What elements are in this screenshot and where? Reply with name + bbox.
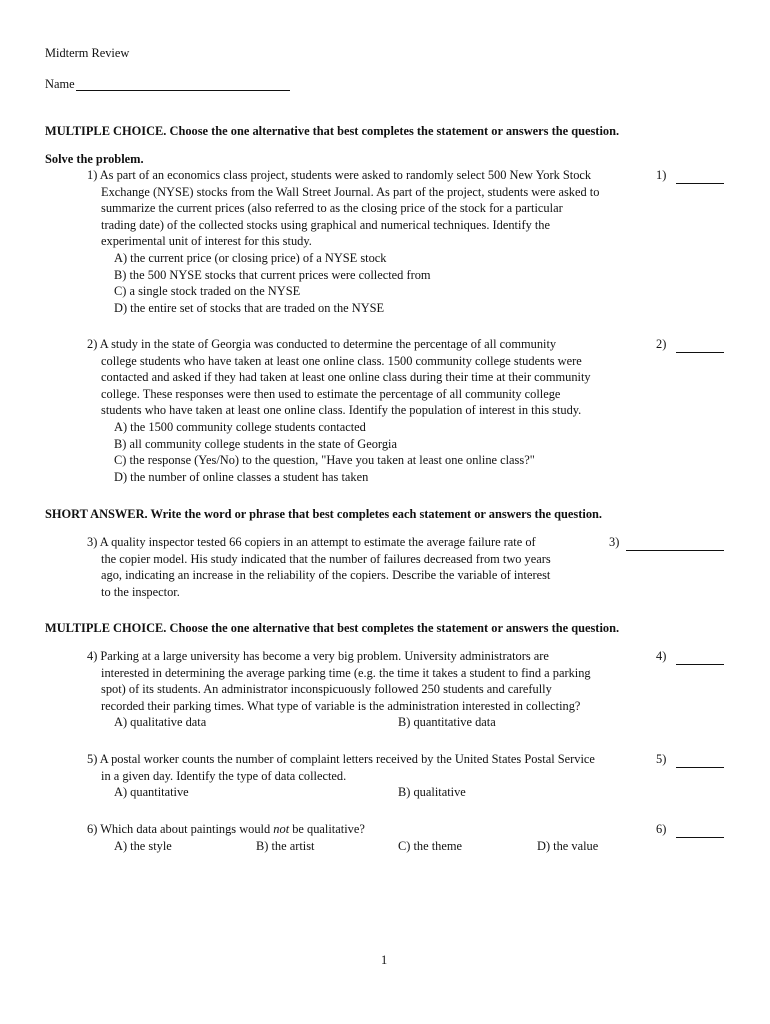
question-text-line: 3) A quality inspector tested 66 copiers in an attempt to estimate the average failure rate of [87, 535, 536, 549]
answer-choice: D) the value [537, 839, 599, 853]
question-text: be qualitative? [289, 822, 365, 836]
question-3 [87, 534, 551, 600]
document-title: Midterm Review [45, 46, 130, 60]
answer-choice: C) a single stock traded on the NYSE [114, 284, 301, 299]
question-5 [87, 751, 595, 784]
answer-choice: C) the theme [398, 839, 462, 853]
answer-choice: A) quantitative [114, 785, 189, 799]
question-text-line: ago, indicating an increase in the reliability of the copiers. Describe the variable of interest [101, 568, 551, 583]
name-field-label: Name [45, 77, 75, 91]
question-emphasis: not [273, 822, 290, 836]
question-text-line: college students who have taken at least one online class. 1500 community college students were [101, 353, 582, 368]
question-text-line: spot) of its students. An administrator inconspicuously followed 250 students and carefully [101, 682, 552, 697]
answer-number-3: 3) [609, 535, 620, 549]
question-text-line: contacted and asked if they had taken at least one online class during their time at their community [101, 370, 591, 385]
question-text-line: experimental unit of interest for this study. [101, 234, 312, 249]
answer-choice: A) the current price (or closing price) of a NYSE stock [114, 250, 387, 265]
question-text: 6) Which data about paintings would [87, 822, 274, 836]
answer-number-1: 1) [656, 168, 667, 182]
question-text-line: trading date) of the collected stocks using graphical and numerical techniques. Identify the [101, 217, 551, 232]
question-4 [87, 648, 591, 714]
question-text-line: interested in determining the average parking time (e.g. the time it takes a student to find a parking [101, 665, 591, 680]
question-text-line: summarize the current prices (also referred to as the closing price of the stock for a particular [101, 201, 563, 216]
answer-choice: D) the number of online classes a student has taken [114, 469, 369, 484]
answer-choice: A) the 1500 community college students contacted [114, 419, 366, 434]
answer-blank-6[interactable] [676, 837, 724, 838]
solve-heading: Solve the problem. [45, 152, 144, 166]
question-1 [87, 167, 599, 316]
answer-choice: A) the style [114, 839, 172, 853]
name-field-line[interactable] [76, 90, 290, 91]
question-text-line: 5) A postal worker counts the number of complaint letters received by the United States Postal Service [87, 752, 595, 766]
answer-choice: B) qualitative [398, 785, 466, 799]
answer-blank-1[interactable] [676, 183, 724, 184]
answer-number-5: 5) [656, 752, 667, 766]
answer-blank-2[interactable] [676, 352, 724, 353]
answer-number-2: 2) [656, 337, 667, 351]
answer-number-4: 4) [656, 649, 667, 663]
answer-number-6: 6) [656, 822, 667, 836]
question-text-line: recorded their parking times. What type of variable is the administration interested in collecting? [101, 698, 581, 713]
answer-choice: B) all community college students in the state of Georgia [114, 436, 397, 451]
section-heading-multiple-choice: MULTIPLE CHOICE. Choose the one alternative that best completes the statement or answers the question. [45, 124, 620, 138]
question-text-line: the copier model. His study indicated that the number of failures decreased from two years [101, 551, 551, 566]
question-text-line: to the inspector. [101, 584, 180, 599]
answer-choice: A) qualitative data [114, 715, 207, 729]
answer-choice: D) the entire set of stocks that are traded on the NYSE [114, 300, 385, 315]
question-2 [87, 336, 591, 485]
question-6 [87, 821, 365, 838]
question-text-line: 2) A study in the state of Georgia was conducted to determine the percentage of all community [87, 337, 557, 351]
answer-blank-3[interactable] [626, 550, 724, 551]
answer-blank-5[interactable] [676, 767, 724, 768]
question-text-line: Exchange (NYSE) stocks from the Wall Street Journal. As part of the project, students were asked to [101, 184, 600, 199]
question-text-line: 4) Parking at a large university has become a very big problem. University administrators are [87, 649, 549, 663]
answer-choice: B) the artist [256, 839, 315, 853]
question-text-line: 1) As part of an economics class project, students were asked to randomly select 500 New York Stock [87, 168, 592, 182]
answer-choice: C) the response (Yes/No) to the question, "Have you taken at least one online class?" [114, 453, 535, 468]
question-text-line: in a given day. Identify the type of data collected. [101, 768, 347, 783]
answer-choice: B) quantitative data [398, 715, 496, 729]
answer-blank-4[interactable] [676, 664, 724, 665]
question-text-line: college. These responses were then used to estimate the percentage of all community college [101, 386, 561, 401]
question-text-line: students who have taken at least one online class. Identify the population of interest in this study. [101, 403, 582, 418]
answer-choice: B) the 500 NYSE stocks that current prices were collected from [114, 267, 431, 282]
section-heading-short-answer: SHORT ANSWER. Write the word or phrase that best completes each statement or answers the question. [45, 507, 603, 521]
section-heading-multiple-choice-2: MULTIPLE CHOICE. Choose the one alternative that best completes the statement or answers the question. [45, 621, 620, 635]
page-number: 1 [381, 953, 388, 967]
